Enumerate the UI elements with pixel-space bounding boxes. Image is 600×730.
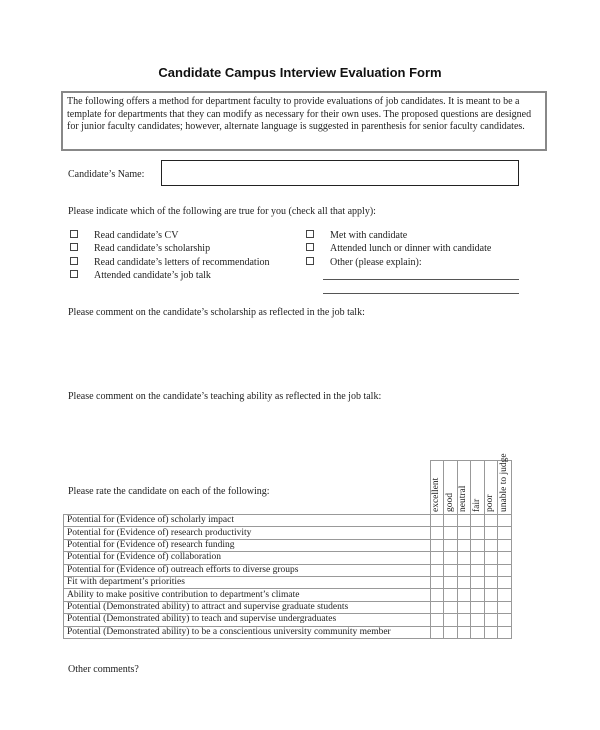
- rating-cell[interactable]: [484, 576, 498, 588]
- rating-cell[interactable]: [457, 552, 471, 564]
- rating-cell[interactable]: [457, 527, 471, 539]
- rating-row: [64, 552, 512, 564]
- rating-cell[interactable]: [444, 589, 458, 601]
- rating-criterion: Potential for (Evidence of) scholarly impact: [64, 515, 431, 527]
- rating-criterion: Potential for (Evidence of) research productivity: [64, 527, 431, 539]
- checkbox[interactable]: [306, 257, 314, 265]
- rating-cell[interactable]: [471, 515, 485, 527]
- rating-column-label: fair: [471, 498, 482, 512]
- rating-cell[interactable]: [471, 626, 485, 638]
- rating-cell[interactable]: [430, 576, 444, 588]
- checkbox-label: Read candidate’s scholarship: [94, 243, 211, 255]
- checkbox-item[interactable]: [70, 242, 210, 255]
- rating-row: [64, 515, 512, 527]
- rating-cell[interactable]: [484, 515, 498, 527]
- rating-criterion: Potential (Demonstrated ability) to teach and supervise undergraduates: [64, 614, 431, 626]
- rating-cell[interactable]: [430, 539, 444, 551]
- rating-cell[interactable]: [484, 564, 498, 576]
- teaching-comment-prompt: Please comment on the candidate’s teaching ability as reflected in the job talk:: [68, 391, 382, 402]
- rating-cell[interactable]: [444, 564, 458, 576]
- candidate-name-field[interactable]: [161, 160, 519, 186]
- rating-column-header: [471, 461, 485, 515]
- rating-row: [64, 614, 512, 626]
- rating-cell[interactable]: [471, 576, 485, 588]
- rating-cell[interactable]: [430, 614, 444, 626]
- rating-cell[interactable]: [444, 527, 458, 539]
- rating-cell[interactable]: [430, 515, 444, 527]
- other-explain-line-1[interactable]: [323, 279, 519, 280]
- other-explain-line-2[interactable]: [323, 293, 519, 294]
- rating-cell[interactable]: [498, 601, 512, 613]
- rating-cell[interactable]: [457, 515, 471, 527]
- rating-grid: [63, 453, 512, 639]
- rating-cell[interactable]: [430, 527, 444, 539]
- rating-cell[interactable]: [457, 601, 471, 613]
- rating-cell[interactable]: [498, 576, 512, 588]
- rating-cell[interactable]: [430, 601, 444, 613]
- checkbox-item[interactable]: [306, 242, 491, 255]
- rating-criterion: Fit with department’s priorities: [64, 576, 431, 588]
- other-comments-label: Other comments?: [68, 664, 139, 675]
- checkbox-item[interactable]: [70, 256, 270, 269]
- rating-cell[interactable]: [498, 552, 512, 564]
- rating-cell[interactable]: [471, 552, 485, 564]
- rating-cell[interactable]: [430, 626, 444, 638]
- rating-cell[interactable]: [444, 539, 458, 551]
- scholarship-comment-prompt: Please comment on the candidate’s scholarship as reflected in the job talk:: [68, 307, 365, 318]
- rating-cell[interactable]: [484, 614, 498, 626]
- rating-cell[interactable]: [457, 564, 471, 576]
- rating-cell[interactable]: [484, 539, 498, 551]
- rating-cell[interactable]: [484, 589, 498, 601]
- rating-cell[interactable]: [457, 576, 471, 588]
- rating-cell[interactable]: [444, 626, 458, 638]
- rating-cell[interactable]: [498, 527, 512, 539]
- rating-row: [64, 601, 512, 613]
- rating-cell[interactable]: [430, 564, 444, 576]
- rating-row: [64, 589, 512, 601]
- rating-column-header: [498, 453, 512, 515]
- rating-cell[interactable]: [457, 589, 471, 601]
- rating-cell[interactable]: [430, 589, 444, 601]
- rating-cell[interactable]: [457, 626, 471, 638]
- rating-cell[interactable]: [484, 601, 498, 613]
- rating-cell[interactable]: [444, 601, 458, 613]
- rating-column-label: poor: [485, 494, 495, 512]
- rating-cell[interactable]: [457, 614, 471, 626]
- intro-box: The following offers a method for department faculty to provide evaluations of job candidates. It is meant to be a template for departments that they can modify as necessary for their own uses. The proposed questions are designed for junior faculty candidates; however, alternate language is suggested in parenthesis for senior faculty candidates.: [61, 91, 547, 151]
- checkbox-item[interactable]: [306, 229, 407, 242]
- rating-row: [64, 576, 512, 588]
- rating-cell[interactable]: [484, 626, 498, 638]
- rating-cell[interactable]: [471, 601, 485, 613]
- rating-cell[interactable]: [444, 614, 458, 626]
- rating-column-header: [430, 461, 444, 515]
- checkbox[interactable]: [70, 230, 78, 238]
- rating-criterion: Potential for (Evidence of) outreach efforts to diverse groups: [64, 564, 431, 576]
- rating-header-row: [64, 461, 512, 515]
- rating-column-header: [484, 461, 498, 515]
- checkbox-item[interactable]: [306, 256, 422, 269]
- rating-criterion: Ability to make positive contribution to department’s climate: [64, 589, 431, 601]
- rating-column-header: [457, 461, 471, 515]
- checkbox-label: Attended candidate’s job talk: [94, 269, 211, 281]
- checkbox[interactable]: [70, 243, 78, 251]
- rating-row: [64, 564, 512, 576]
- rating-column-label: unable to judge: [498, 453, 509, 512]
- rating-cell[interactable]: [430, 552, 444, 564]
- rating-cell[interactable]: [498, 515, 512, 527]
- rating-row: [64, 527, 512, 539]
- rating-criterion: Potential for (Evidence of) collaboration: [64, 552, 431, 564]
- rating-criterion: Potential (Demonstrated ability) to be a conscientious university community member: [64, 626, 431, 638]
- header-spacer: [64, 461, 431, 515]
- rating-cell[interactable]: [444, 552, 458, 564]
- checkbox-label: Read candidate’s CV: [94, 230, 179, 241]
- rating-row: [64, 539, 512, 551]
- rating-column-label: neutral: [458, 485, 468, 512]
- checklist-prompt: Please indicate which of the following are true for you (check all that apply):: [68, 206, 376, 217]
- checkbox-label: Other (please explain):: [330, 256, 422, 268]
- checkbox-item[interactable]: [70, 269, 211, 282]
- rating-cell[interactable]: [444, 515, 458, 527]
- checkbox[interactable]: [306, 230, 314, 238]
- rating-cell[interactable]: [498, 626, 512, 638]
- rating-criterion: Potential for (Evidence of) research funding: [64, 539, 431, 551]
- rating-cell[interactable]: [484, 552, 498, 564]
- checkbox[interactable]: [70, 270, 78, 278]
- rating-cell[interactable]: [471, 589, 485, 601]
- rating-cell[interactable]: [498, 589, 512, 601]
- checkbox-label: Attended lunch or dinner with candidate: [330, 243, 492, 255]
- rating-cell[interactable]: [498, 539, 512, 551]
- checkbox[interactable]: [306, 243, 314, 251]
- rating-cell[interactable]: [484, 527, 498, 539]
- rating-column-label: excellent: [431, 477, 441, 512]
- rating-cell[interactable]: [444, 576, 458, 588]
- rating-cell[interactable]: [498, 614, 512, 626]
- rating-cell[interactable]: [471, 527, 485, 539]
- checkbox[interactable]: [70, 257, 78, 265]
- rating-row: [64, 626, 512, 638]
- checkbox-label: Read candidate’s letters of recommendation: [94, 256, 270, 268]
- candidate-name-label: Candidate’s Name:: [68, 169, 145, 180]
- rating-cell[interactable]: [471, 614, 485, 626]
- rating-cell[interactable]: [471, 564, 485, 576]
- rating-cell[interactable]: [498, 564, 512, 576]
- rating-prompt: Please rate the candidate on each of the following:: [68, 486, 270, 497]
- form-title: Candidate Campus Interview Evaluation Form: [158, 65, 442, 80]
- rating-cell[interactable]: [471, 539, 485, 551]
- checkbox-item[interactable]: [70, 229, 178, 242]
- checkbox-label: Met with candidate: [330, 230, 408, 241]
- rating-column-header: [444, 461, 458, 515]
- rating-criterion: Potential (Demonstrated ability) to attract and supervise graduate students: [64, 601, 431, 613]
- rating-cell[interactable]: [457, 539, 471, 551]
- rating-column-label: good: [444, 493, 455, 512]
